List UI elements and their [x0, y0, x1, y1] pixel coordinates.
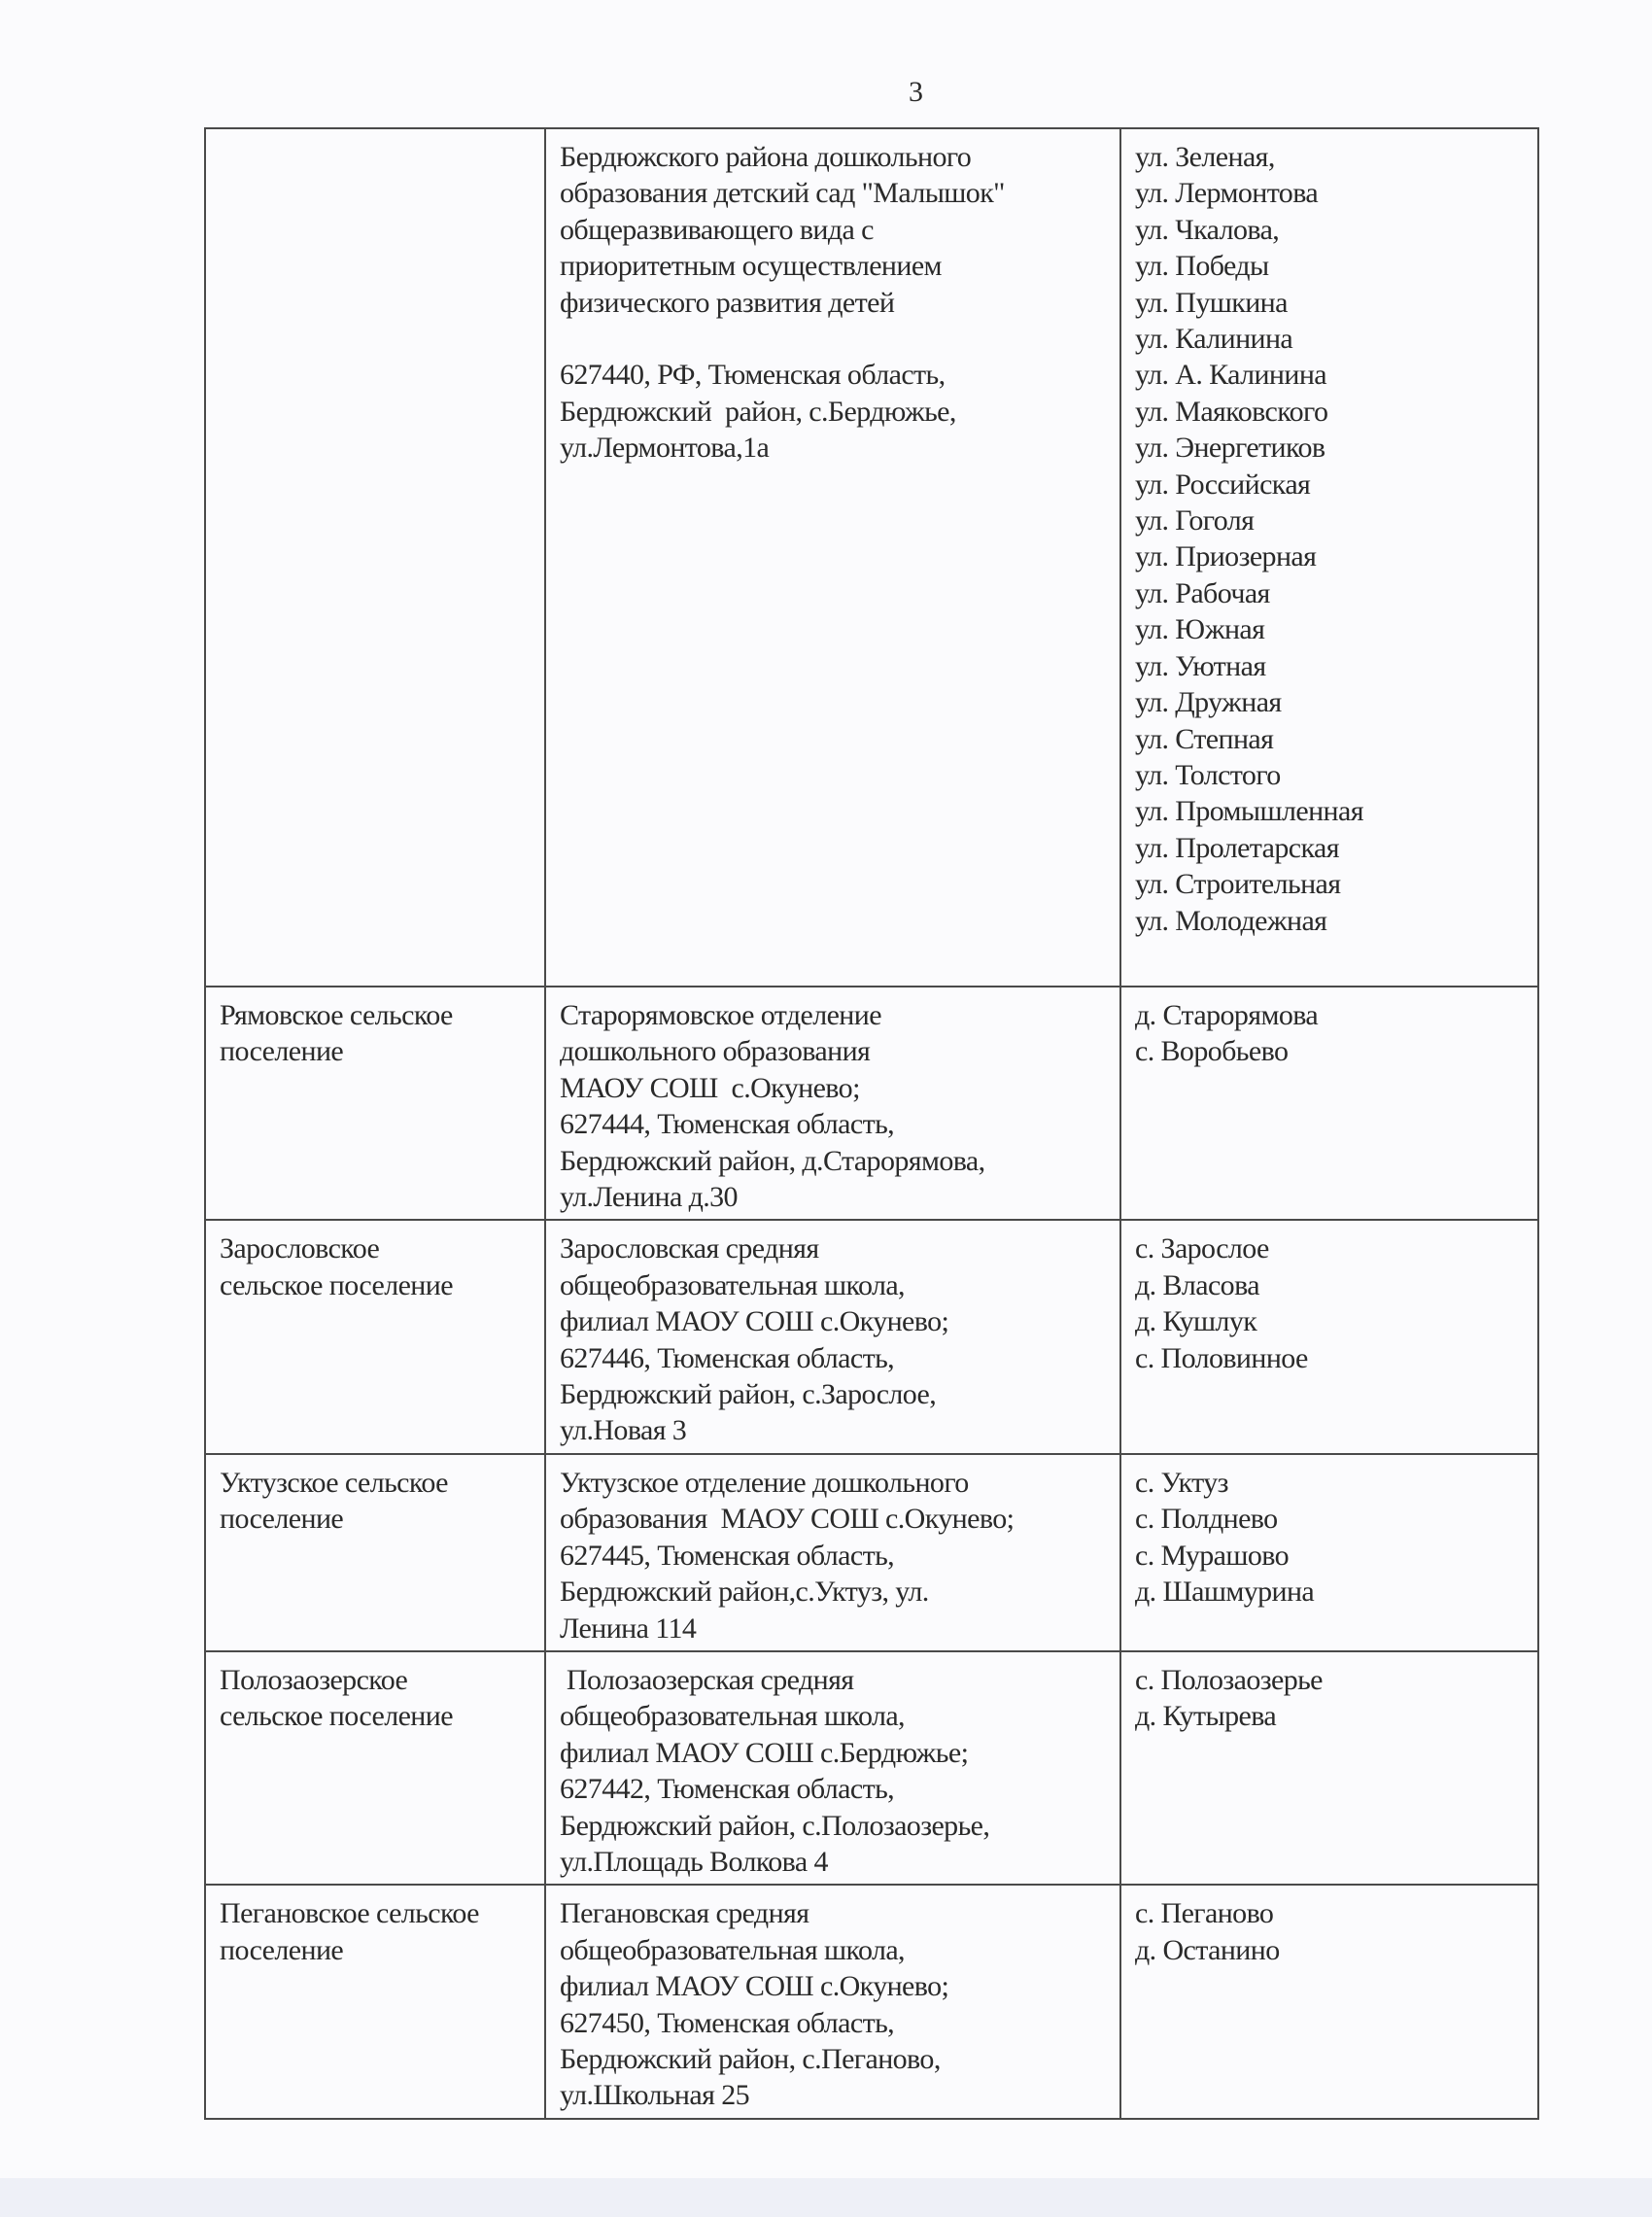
localities-cell — [1120, 1220, 1538, 1453]
locality-item: д. Шашмурина — [1135, 1576, 1315, 1609]
locality-item: ул. Дружная — [1135, 686, 1282, 719]
settlement-cell — [205, 1651, 545, 1885]
text-line: Рямовское сельское — [220, 999, 453, 1031]
text-line: Зарословская средняя — [560, 1232, 819, 1265]
localities-cell — [1120, 1651, 1538, 1885]
text-line: общеразвивающего вида с — [560, 213, 874, 246]
institution-cell — [545, 1454, 1120, 1651]
text-line: 627445, Тюменская область, — [560, 1539, 895, 1572]
scan-edge — [0, 2178, 1652, 2217]
text-line: образования детский сад "Малышок" — [560, 177, 1005, 210]
text-line: Бердюжский район, д.Старорямова, — [560, 1144, 985, 1177]
locality-item: с. Воробьево — [1135, 1035, 1289, 1068]
text-line: Полозаозерская средняя — [560, 1663, 854, 1696]
text-line: ул.Новая 3 — [560, 1414, 687, 1447]
locality-item: ул. Зеленая, — [1135, 141, 1275, 173]
locality-item: ул. Победы — [1135, 250, 1269, 283]
institution-cell — [545, 1885, 1120, 2118]
text-line: филиал МАОУ СОШ с.Окунево; — [560, 1970, 949, 2003]
text-line: Пегановское сельское — [220, 1897, 479, 1930]
text-line: Зарословское — [220, 1232, 380, 1265]
locality-item: д. Останино — [1135, 1933, 1280, 1966]
localities-cell — [1120, 128, 1538, 987]
settlement-cell — [205, 1220, 545, 1453]
locality-item: д. Кутырева — [1135, 1700, 1277, 1733]
institution-cell — [545, 1220, 1120, 1453]
locality-item: ул. Энергетиков — [1135, 432, 1325, 465]
table-row — [205, 1454, 1538, 1651]
locality-item: ул. А. Калинина — [1135, 359, 1327, 392]
locality-item: ул. Приозерная — [1135, 540, 1317, 573]
locality-item: с. Полозаозерье — [1135, 1663, 1323, 1696]
text-line: Бердюжский район, с.Пеганово, — [560, 2042, 941, 2075]
institution-cell — [545, 1651, 1120, 1885]
locality-item: ул. Молодежная — [1135, 904, 1327, 937]
text-line: 627440, РФ, Тюменская область, — [560, 359, 946, 392]
text-line: Ленина 114 — [560, 1611, 697, 1645]
text-line: образования МАОУ СОШ с.Окунево; — [560, 1503, 1015, 1536]
text-line: общеобразовательная школа, — [560, 1933, 905, 1966]
locality-item: ул. Рабочая — [1135, 576, 1270, 609]
locality-item: ул. Лермонтова — [1135, 177, 1319, 210]
table-row — [205, 1885, 1538, 2118]
text-line: ул.Лермонтова,1а — [560, 432, 770, 465]
text-line: 627444, Тюменская область, — [560, 1108, 895, 1141]
text-line: филиал МАОУ СОШ с.Окунево; — [560, 1305, 949, 1338]
text-line: ул.Школьная 25 — [560, 2079, 749, 2112]
text-line: 627446, Тюменская область, — [560, 1341, 895, 1374]
locality-item: ул. Российская — [1135, 468, 1311, 501]
institution-cell — [545, 128, 1120, 987]
settlement-cell — [205, 1885, 545, 2118]
text-line: общеобразовательная школа, — [560, 1700, 905, 1733]
locality-item: ул. Степная — [1135, 722, 1274, 755]
text-line: ул.Площадь Волкова 4 — [560, 1845, 828, 1878]
text-line: 627442, Тюменская область, — [560, 1773, 895, 1806]
text-line — [560, 321, 1106, 357]
locality-item: ул. Промышленная — [1135, 795, 1363, 828]
page-number: 3 — [909, 76, 923, 108]
text-line: филиал МАОУ СОШ с.Бердюжье; — [560, 1736, 969, 1769]
locality-item: ул. Уютная — [1135, 649, 1266, 682]
text-line: физического развития детей — [560, 286, 895, 319]
locality-item: с. Уктуз — [1135, 1466, 1228, 1499]
text-line: сельское поселение — [220, 1700, 453, 1733]
settlement-cell — [205, 987, 545, 1220]
locality-item: ул. Пролетарская — [1135, 831, 1339, 864]
locality-item: ул. Строительная — [1135, 868, 1341, 901]
locality-item: с. Пеганово — [1135, 1897, 1274, 1930]
text-line: дошкольного образования — [560, 1035, 871, 1068]
table-body — [205, 128, 1538, 2119]
text-line: поселение — [220, 1503, 344, 1536]
table-row — [205, 128, 1538, 987]
text-line: Бердюжский район, с.Зарослое, — [560, 1378, 937, 1411]
locality-item: д. Власова — [1135, 1268, 1259, 1301]
table-row — [205, 1651, 1538, 1885]
locality-item: ул. Южная — [1135, 613, 1265, 646]
locality-item: ул. Пушкина — [1135, 286, 1288, 319]
institution-cell — [545, 987, 1120, 1220]
locality-item: д. Кушлук — [1135, 1305, 1257, 1338]
locality-item: ул. Чкалова, — [1135, 213, 1280, 246]
text-line: Бердюжский район, с.Бердюжье, — [560, 395, 956, 428]
locality-item: с. Мурашово — [1135, 1539, 1290, 1572]
text-line: МАОУ СОШ с.Окунево; — [560, 1071, 860, 1104]
locality-item: ул. Маяковского — [1135, 395, 1328, 428]
text-line: Уктузское отделение дошкольного — [560, 1466, 969, 1499]
table-row — [205, 987, 1538, 1220]
settlement-cell — [205, 128, 545, 987]
text-line: Бердюжский район, с.Полозаозерье, — [560, 1809, 990, 1842]
text-line: приоритетным осуществлением — [560, 250, 942, 283]
text-line: поселение — [220, 1035, 344, 1068]
locality-item: с. Половинное — [1135, 1341, 1308, 1374]
text-line: Уктузское сельское — [220, 1466, 448, 1499]
settlement-schools-table — [204, 127, 1539, 2120]
text-line: Бердюжского района дошкольного — [560, 141, 972, 173]
text-line: Бердюжский район,с.Уктуз, ул. — [560, 1576, 929, 1609]
localities-cell — [1120, 1454, 1538, 1651]
localities-cell — [1120, 987, 1538, 1220]
locality-item: ул. Толстого — [1135, 758, 1281, 791]
text-line: Полозаозерское — [220, 1663, 408, 1696]
locality-item: с. Зарослое — [1135, 1232, 1269, 1265]
localities-cell — [1120, 1885, 1538, 2118]
text-line: сельское поселение — [220, 1268, 453, 1301]
text-line: Старорямовское отделение — [560, 999, 881, 1031]
text-line: поселение — [220, 1933, 344, 1966]
locality-item: ул. Калинина — [1135, 323, 1293, 356]
locality-item: д. Старорямова — [1135, 999, 1319, 1031]
locality-item: ул. Гоголя — [1135, 504, 1255, 537]
locality-item: с. Полднево — [1135, 1503, 1278, 1536]
text-line: общеобразовательная школа, — [560, 1268, 905, 1301]
table-row — [205, 1220, 1538, 1453]
text-line: 627450, Тюменская область, — [560, 2006, 895, 2039]
text-line: ул.Ленина д.30 — [560, 1181, 738, 1214]
settlement-cell — [205, 1454, 545, 1651]
text-line: Пегановская средняя — [560, 1897, 809, 1930]
